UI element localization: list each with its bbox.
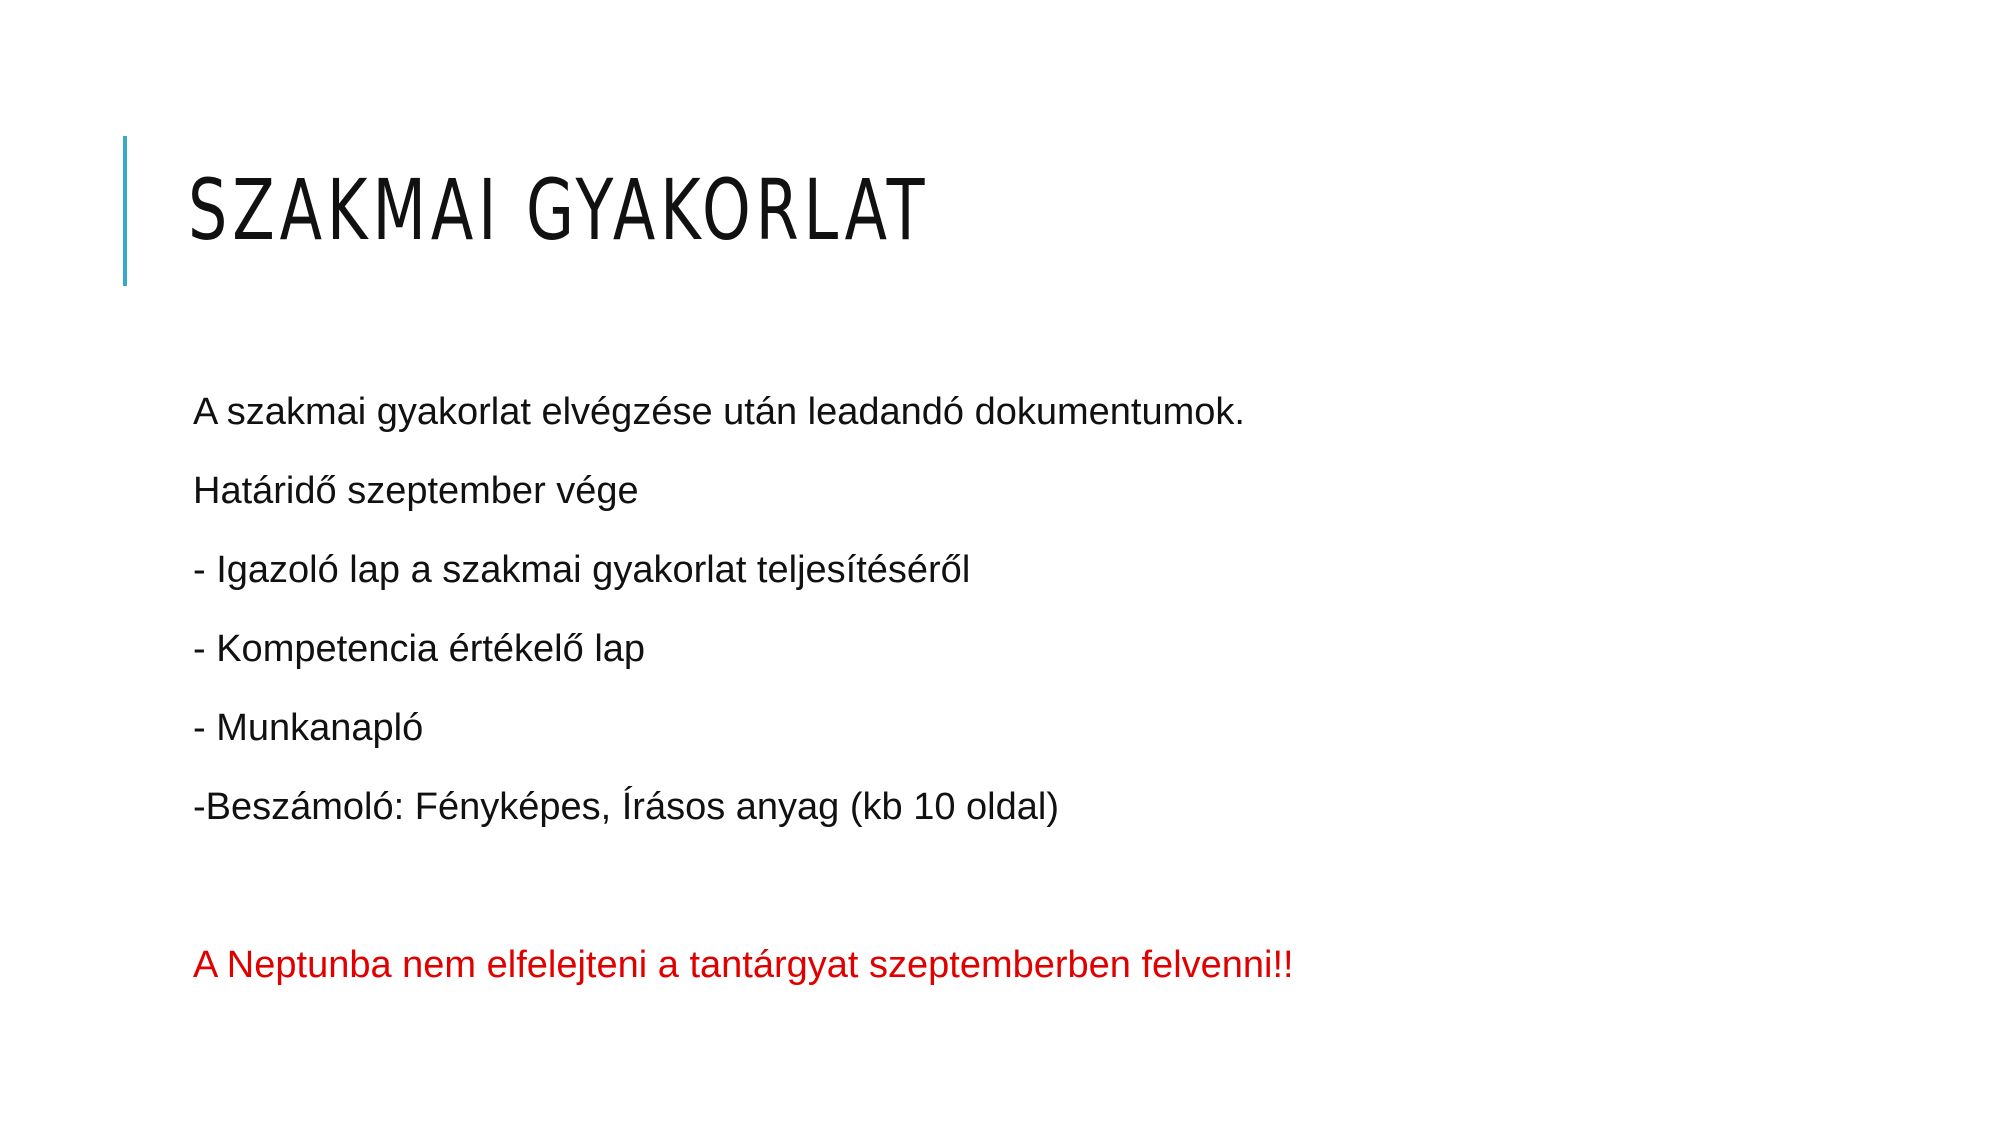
- body-line-worklog: - Munkanapló: [193, 707, 424, 749]
- body-line-competence: - Kompetencia értékelő lap: [193, 628, 646, 670]
- body-spacer: [193, 856, 1893, 935]
- slide-body: [193, 382, 1893, 995]
- body-line-report: -Beszámoló: Fényképes, Írásos anyag (kb 10 oldal): [193, 786, 1059, 828]
- slide-title: SZAKMAI GYAKORLAT: [188, 161, 930, 259]
- body-line-intro: A szakmai gyakorlat elvégzése után leadandó dokumentumok.: [193, 391, 1245, 433]
- neptun-reminder-note: A Neptunba nem elfelejteni a tantárgyat szeptemberben felvenni!!: [193, 944, 1294, 986]
- body-line-deadline: Határidő szeptember vége: [193, 470, 639, 512]
- title-accent-bar: [123, 136, 127, 286]
- body-line-certificate: - Igazoló lap a szakmai gyakorlat teljesítéséről: [193, 549, 971, 591]
